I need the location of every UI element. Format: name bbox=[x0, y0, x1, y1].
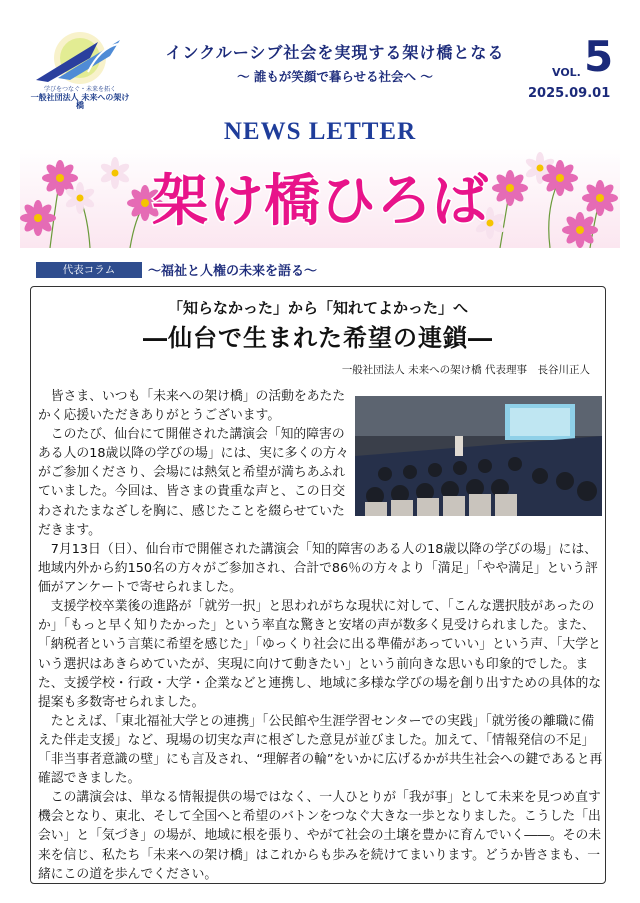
lecture-hall-photo bbox=[355, 396, 602, 516]
article-body bbox=[38, 540, 606, 884]
logo-caption: 学びをつなぐ・未来を拓く 一般社団法人 未来への架け橋 bbox=[30, 86, 130, 110]
article-byline: 一般社団法人 未来への架け橋 代表理事 長谷川正人 bbox=[341, 364, 590, 376]
body-paragraph: たとえば、「東北福祉大学との連携」「公民館や生涯学習センターでの実践」「就労後の離職に備えた伴走支援」など、現場の切実な声に根ざした意見が並びました。加えて、「情報発信の不足」「非当事者意識の壁」にも言及され、“理解者の輪”をいかに広げるかが共生社会への鍵であると再確認できました。 bbox=[38, 713, 603, 787]
article-intro bbox=[38, 387, 352, 540]
column-title: ～福祉と人権の未来を語る～ bbox=[148, 264, 318, 279]
intro-paragraph: 皆さま、いつも「未来への架け橋」の活動をあたたかく応援いただきありがとうございます。 bbox=[38, 389, 346, 424]
body-paragraph: この講演会は、単なる情報提供の場ではなく、一人ひとりが「我が事」として未来を見つめ直す機会となり、東北、そして全国へと希望のバトンをつなぐ大きな一歩となりました。こうした「出会い」と「気づき」の場が、地域に根を張り、やがて社会の土壌を豊かに育んでいく――。その未来を信じ、私たち「未来への架け橋」はこれからも歩みを続けてまいります。どうか皆さまも、一緒にこの道を歩んでください。 bbox=[38, 790, 602, 882]
masthead-title: 架け橋ひろば bbox=[152, 169, 488, 234]
issue-date: 2025.09.01 bbox=[528, 86, 611, 101]
intro-paragraph: このたび、仙台にて開催された講演会「知的障害のある人の18歳以降の学びの場」には、実に多くの方々がご参加くださり、会場には熱気と希望が満ちあふれていました。今回は、皆さまの貴重な声と、この日交わされたまなざしを胸に、感じたことを綴らせていただきます。 bbox=[38, 427, 349, 538]
article-headline: 「知らなかった」から「知れてよかった」へ bbox=[167, 299, 468, 317]
newsletter-label: NEWS LETTER bbox=[223, 118, 417, 145]
masthead-banner bbox=[20, 148, 620, 248]
article-title: ―仙台で生まれた希望の連鎖― bbox=[143, 323, 493, 352]
body-paragraph: 7月13日（日）、仙台市で開催された講演会「知的障害のある人の18歳以降の学びの場」には、地域内外から約150名の方々がご参加され、合計で86％の方々より「満足」「やや満足」という評価がアンケートで寄せられました。 bbox=[38, 542, 598, 596]
tagline: インクルーシブ社会を実現する架け橋となる bbox=[165, 43, 505, 62]
volume-label: VOL. bbox=[552, 66, 581, 79]
subtagline: ～ 誰もが笑顔で暮らせる社会へ ～ bbox=[237, 69, 433, 84]
body-paragraph: 支援学校卒業後の進路が「就労一択」と思われがちな現状に対して、「こんな選択肢があったのか」「もっと早く知りたかった」という率直な驚きと安堵の声が数多く見受けられました。また、「納税者という言葉に希望を感じた」「ゆっくり社会に出る準備があっていい」という声、「大学という選択はあきらめていたが、実現に向けて動きたい」という前向きな思いも印象的でした。また、支援学校・行政・大学・企業などと連携し、地域に多様な学びの場を創り出すための具体的な提案も多数寄せられました。 bbox=[38, 599, 602, 710]
column-tag: 代表コラム bbox=[36, 262, 142, 278]
volume-number: 5 bbox=[584, 32, 614, 81]
